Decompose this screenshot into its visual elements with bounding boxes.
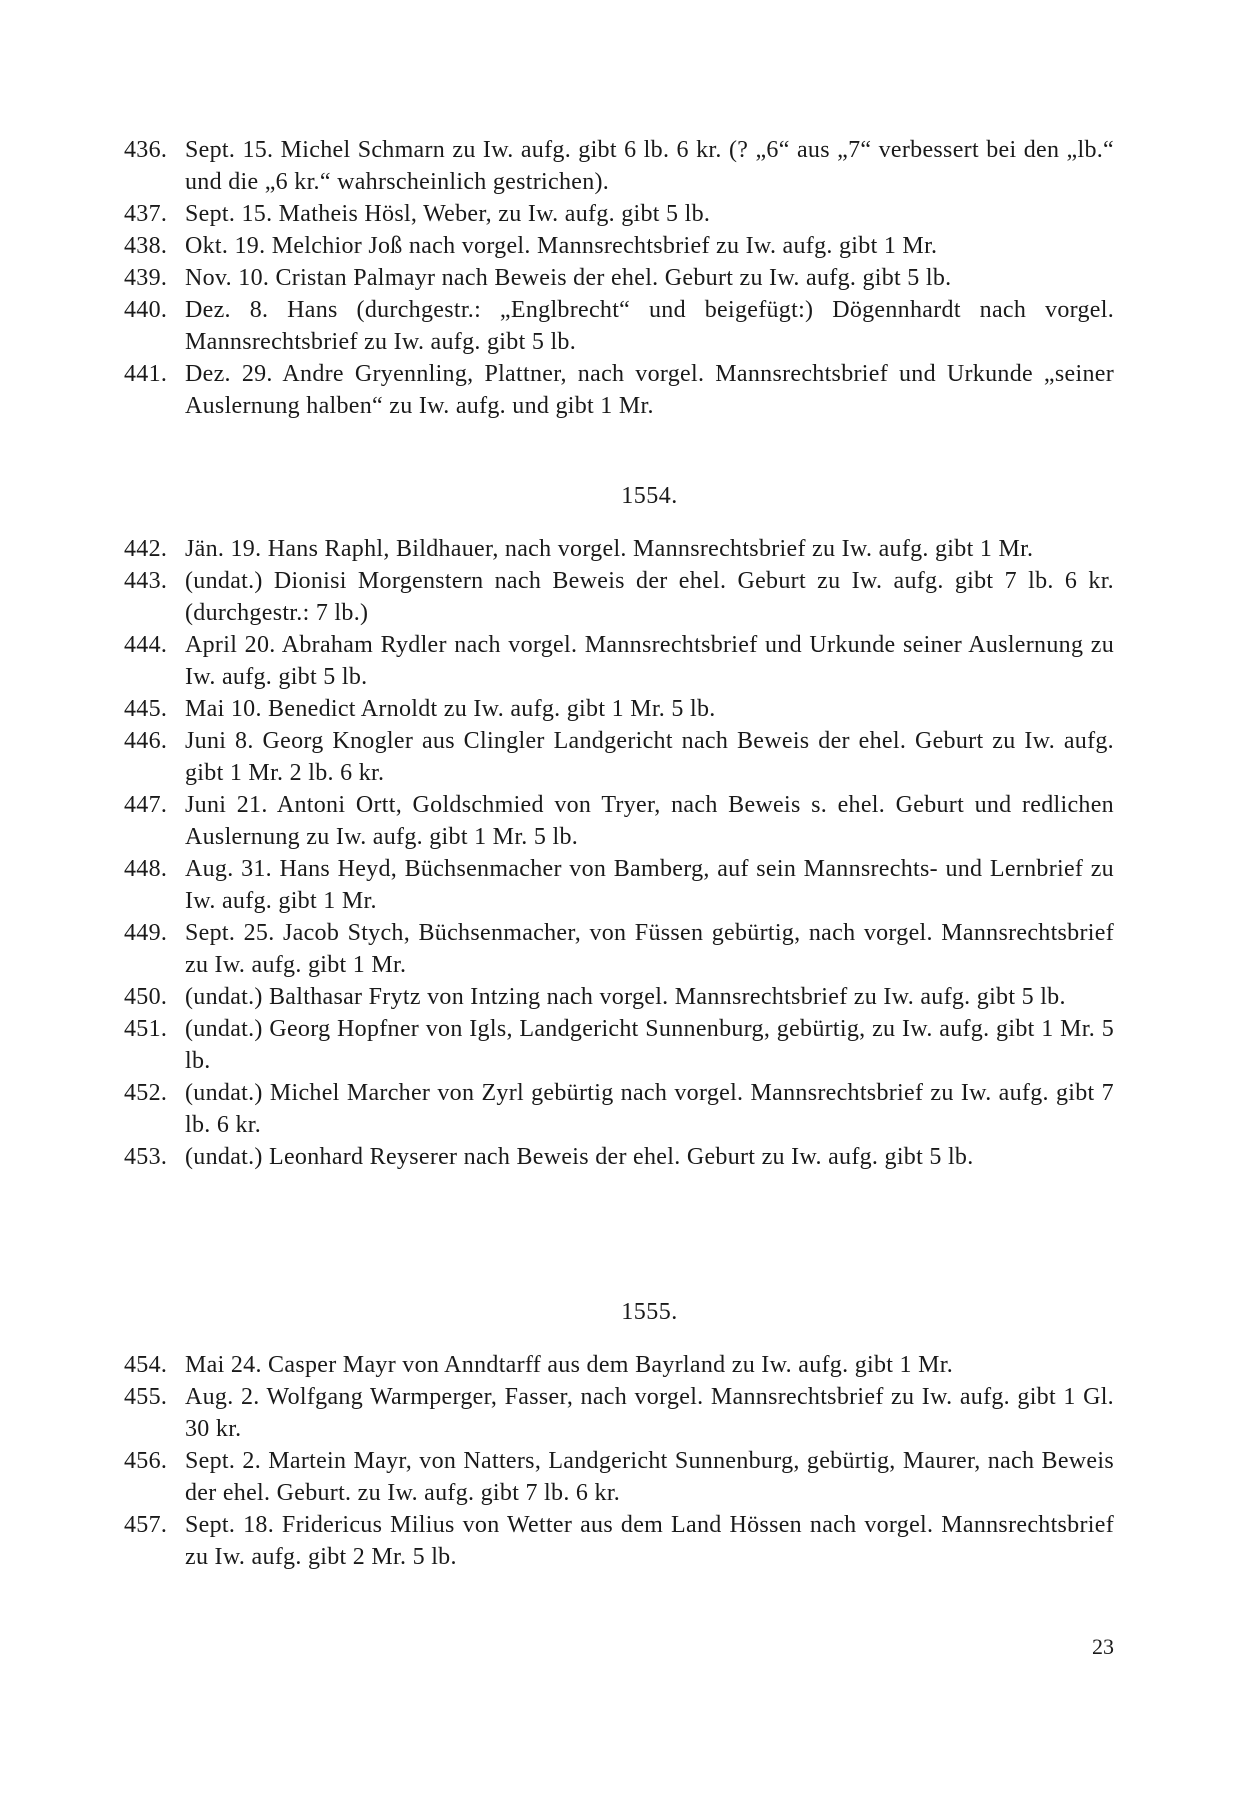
entry-452	[124, 1077, 1114, 1141]
entry-text: Aug. 2. Wolfgang Warmperger, Fasser, nach vorgel. Mannsrechtsbrief zu Iw. aufg. gibt 1 Gl. 30 kr.	[185, 1384, 1114, 1442]
year-heading-1554: 1554.	[621, 483, 678, 509]
entry-number: 437.	[124, 201, 168, 227]
entry-number: 436.	[124, 137, 168, 163]
entry-text: Dez. 8. Hans (durchgestr.: „Englbrecht“ und beigefügt:) Dögennhardt nach vorgel. Mannsrechtsbrief zu Iw. aufg. gibt 5 lb.	[185, 297, 1114, 355]
year-heading-wrap	[124, 1296, 1114, 1328]
entry-number: 440.	[124, 297, 168, 323]
entries-section-1554	[124, 533, 1114, 1173]
entries-section-1555	[124, 1349, 1114, 1573]
entry-number: 448.	[124, 856, 168, 882]
entry-number: 445.	[124, 696, 168, 722]
entry-text: Jän. 19. Hans Raphl, Bildhauer, nach vorgel. Mannsrechtsbrief zu Iw. aufg. gibt 1 Mr.	[185, 536, 1034, 562]
entry-number: 443.	[124, 568, 168, 594]
entry-number: 442.	[124, 536, 168, 562]
entry-text: Aug. 31. Hans Heyd, Büchsenmacher von Bamberg, auf sein Mannsrechts- und Lernbrief zu Iw. aufg. gibt 1 Mr.	[185, 856, 1114, 914]
entry-454	[124, 1349, 1114, 1381]
entry-447	[124, 789, 1114, 853]
entry-455	[124, 1381, 1114, 1445]
entry-number: 456.	[124, 1448, 168, 1474]
entry-text: Juni 8. Georg Knogler aus Clingler Landgericht nach Beweis der ehel. Geburt zu Iw. aufg. gibt 1 Mr. 2 lb. 6 kr.	[185, 728, 1114, 786]
entry-number: 451.	[124, 1016, 168, 1042]
entry-number: 455.	[124, 1384, 168, 1410]
entry-text: Sept. 15. Michel Schmarn zu Iw. aufg. gibt 6 lb. 6 kr. (? „6“ aus „7“ verbessert bei den „lb.“ und die „6 kr.“ wahrscheinlich gestrichen).	[185, 137, 1114, 195]
entry-number: 453.	[124, 1144, 168, 1170]
entry-text: Sept. 15. Matheis Hösl, Weber, zu Iw. aufg. gibt 5 lb.	[185, 201, 711, 227]
entry-number: 447.	[124, 792, 168, 818]
entry-number: 454.	[124, 1352, 168, 1378]
entry-text: Mai 10. Benedict Arnoldt zu Iw. aufg. gibt 1 Mr. 5 lb.	[185, 696, 716, 722]
entry-text: Sept. 2. Martein Mayr, von Natters, Landgericht Sunnenburg, gebürtig, Maurer, nach Beweis der ehel. Geburt. zu Iw. aufg. gibt 7 lb. 6 kr.	[185, 1448, 1114, 1506]
entry-440	[124, 294, 1114, 358]
entry-text: Juni 21. Antoni Ortt, Goldschmied von Tryer, nach Beweis s. ehel. Geburt und redlichen Auslernung zu Iw. aufg. gibt 1 Mr. 5 lb.	[185, 792, 1114, 850]
entry-number: 441.	[124, 361, 168, 387]
year-heading-wrap	[124, 480, 1114, 512]
entry-442	[124, 533, 1114, 565]
entry-449	[124, 917, 1114, 981]
entry-number: 446.	[124, 728, 168, 754]
entry-text: (undat.) Leonhard Reyserer nach Beweis der ehel. Geburt zu Iw. aufg. gibt 5 lb.	[185, 1144, 974, 1170]
entry-text: Mai 24. Casper Mayr von Anndtarff aus dem Bayrland zu Iw. aufg. gibt 1 Mr.	[185, 1352, 954, 1378]
entries-section-1553	[124, 134, 1114, 422]
entry-text: Sept. 18. Fridericus Milius von Wetter aus dem Land Hössen nach vorgel. Mannsrechtsbrief zu Iw. aufg. gibt 2 Mr. 5 lb.	[185, 1512, 1114, 1570]
entry-text: Dez. 29. Andre Gryennling, Plattner, nach vorgel. Mannsrechtsbrief und Urkunde „seiner Auslernung halben“ zu Iw. aufg. und gibt 1 Mr.	[185, 361, 1114, 419]
entry-446	[124, 725, 1114, 789]
entry-text: (undat.) Michel Marcher von Zyrl gebürtig nach vorgel. Mannsrechtsbrief zu Iw. aufg. gibt 7 lb. 6 kr.	[185, 1080, 1114, 1138]
entry-456	[124, 1445, 1114, 1509]
entry-text: (undat.) Balthasar Frytz von Intzing nach vorgel. Mannsrechtsbrief zu Iw. aufg. gibt 5 lb.	[185, 984, 1066, 1010]
entry-450	[124, 981, 1114, 1013]
entry-number: 452.	[124, 1080, 168, 1106]
entry-437	[124, 198, 1114, 230]
entry-number: 450.	[124, 984, 168, 1010]
entry-438	[124, 230, 1114, 262]
entry-number: 449.	[124, 920, 168, 946]
page-number: 23	[1092, 1634, 1114, 1659]
entry-number: 457.	[124, 1512, 168, 1538]
entry-text: Sept. 25. Jacob Stych, Büchsenmacher, von Füssen gebürtig, nach vorgel. Mannsrechtsbrief zu Iw. aufg. gibt 1 Mr.	[185, 920, 1114, 978]
entry-text: Nov. 10. Cristan Palmayr nach Beweis der ehel. Geburt zu Iw. aufg. gibt 5 lb.	[185, 265, 952, 291]
entry-number: 444.	[124, 632, 168, 658]
entry-text: Okt. 19. Melchior Joß nach vorgel. Mannsrechtsbrief zu Iw. aufg. gibt 1 Mr.	[185, 233, 938, 259]
entry-453	[124, 1141, 1114, 1173]
entry-439	[124, 262, 1114, 294]
entry-text: (undat.) Georg Hopfner von Igls, Landgericht Sunnenburg, gebürtig, zu Iw. aufg. gibt 1 Mr. 5 lb.	[185, 1016, 1114, 1074]
entry-number: 438.	[124, 233, 168, 259]
entry-443	[124, 565, 1114, 629]
entry-451	[124, 1013, 1114, 1077]
entry-457	[124, 1509, 1114, 1573]
entry-number: 439.	[124, 265, 168, 291]
entry-448	[124, 853, 1114, 917]
entry-444	[124, 629, 1114, 693]
entry-441	[124, 358, 1114, 422]
entry-text: (undat.) Dionisi Morgenstern nach Beweis der ehel. Geburt zu Iw. aufg. gibt 7 lb. 6 kr. (durchgestr.: 7 lb.)	[185, 568, 1114, 626]
entry-445	[124, 693, 1114, 725]
entry-text: April 20. Abraham Rydler nach vorgel. Mannsrechtsbrief und Urkunde seiner Auslernung zu Iw. aufg. gibt 5 lb.	[185, 632, 1114, 690]
entry-436	[124, 134, 1114, 198]
year-heading-1555: 1555.	[621, 1299, 678, 1325]
